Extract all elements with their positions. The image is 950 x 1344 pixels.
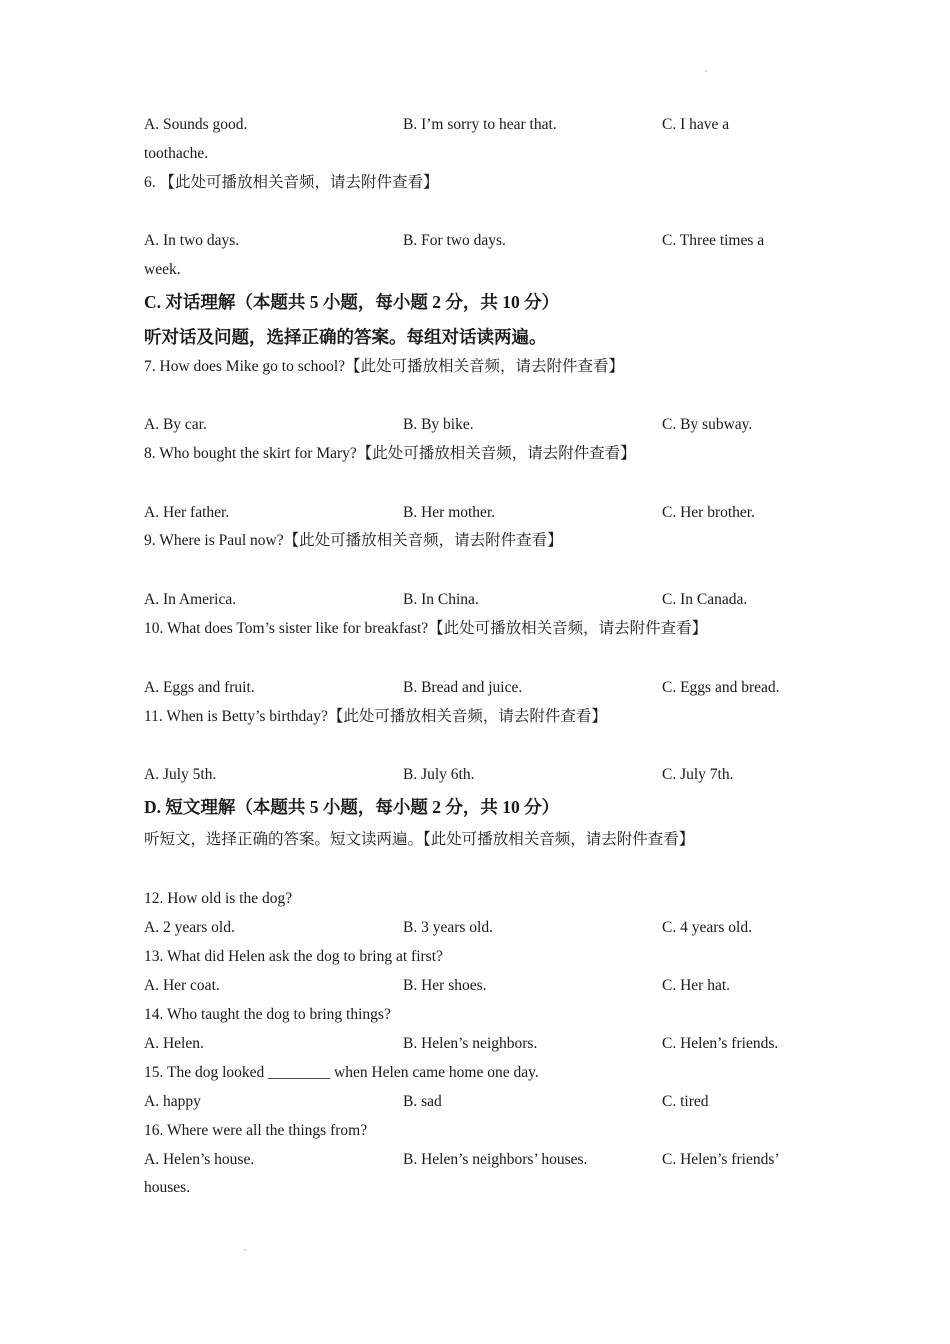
q11-option-b[interactable]: B. July 6th.: [403, 766, 475, 783]
q14-option-b[interactable]: B. Helen’s neighbors.: [403, 1035, 538, 1052]
q11-stem: 11. When is Betty’s birthday?【此处可播放相关音频，请去附件查看】: [144, 708, 607, 725]
q16-option-b[interactable]: B. Helen’s neighbors’ houses.: [403, 1151, 588, 1168]
q10-stem: 10. What does Tom’s sister like for breakfast?【此处可播放相关音频，请去附件查看】: [144, 620, 708, 637]
q5-option-c-continued: toothache.: [144, 145, 209, 162]
q7-stem: 7. How does Mike go to school?【此处可播放相关音频，请去附件查看】: [144, 358, 625, 375]
q12-stem: 12. How old is the dog?: [144, 890, 293, 907]
q7-option-a[interactable]: A. By car.: [144, 416, 207, 433]
q10-option-a[interactable]: A. Eggs and fruit.: [144, 679, 255, 696]
q16-option-c-continued: houses.: [144, 1179, 191, 1196]
q8-option-b[interactable]: B. Her mother.: [403, 504, 496, 521]
section-d-instruction: 听短文，选择正确的答案。短文读两遍。【此处可播放相关音频，请去附件查看】: [144, 831, 695, 848]
q9-option-c[interactable]: C. In Canada.: [662, 591, 748, 608]
q6-option-b[interactable]: B. For two days.: [403, 232, 506, 249]
section-c-instruction: 听对话及问题，选择正确的答案。每组对话读两遍。: [144, 327, 547, 347]
q9-option-b[interactable]: B. In China.: [403, 591, 479, 608]
q13-option-a[interactable]: A. Her coat.: [144, 977, 220, 994]
q16-option-a[interactable]: A. Helen’s house.: [144, 1151, 255, 1168]
q16-option-c[interactable]: C. Helen’s friends’: [662, 1151, 780, 1168]
q12-option-a[interactable]: A. 2 years old.: [144, 919, 235, 936]
q14-option-a[interactable]: A. Helen.: [144, 1035, 204, 1052]
section-d-title: D. 短文理解（本题共 5 小题，每小题 2 分，共 10 分）: [144, 797, 560, 817]
q8-option-a[interactable]: A. Her father.: [144, 504, 230, 521]
q15-stem: 15. The dog looked ________ when Helen came home one day.: [144, 1064, 539, 1081]
q13-stem: 13. What did Helen ask the dog to bring at first?: [144, 948, 443, 965]
q7-option-b[interactable]: B. By bike.: [403, 416, 474, 433]
q6-option-c[interactable]: C. Three times a: [662, 232, 765, 249]
q15-option-c[interactable]: C. tired: [662, 1093, 709, 1110]
section-c-title: C. 对话理解（本题共 5 小题，每小题 2 分，共 10 分）: [144, 292, 560, 312]
q5-option-a[interactable]: A. Sounds good.: [144, 116, 248, 133]
q10-option-b[interactable]: B. Bread and juice.: [403, 679, 523, 696]
q9-option-a[interactable]: A. In America.: [144, 591, 237, 608]
q5-option-c[interactable]: C. I have a: [662, 116, 730, 133]
q13-option-c[interactable]: C. Her hat.: [662, 977, 731, 994]
q11-option-a[interactable]: A. July 5th.: [144, 766, 217, 783]
q11-option-c[interactable]: C. July 7th.: [662, 766, 734, 783]
q10-option-c[interactable]: C. Eggs and bread.: [662, 679, 780, 696]
q6-option-a[interactable]: A. In two days.: [144, 232, 240, 249]
q15-option-a[interactable]: A. happy: [144, 1093, 201, 1110]
q7-option-c[interactable]: C. By subway.: [662, 416, 753, 433]
page-mark-top: [705, 70, 707, 72]
q14-option-c[interactable]: C. Helen’s friends.: [662, 1035, 779, 1052]
q6-stem: 6. 【此处可播放相关音频，请去附件查看】: [144, 174, 439, 191]
q13-option-b[interactable]: B. Her shoes.: [403, 977, 487, 994]
page-mark-bottom: [244, 1249, 246, 1251]
q6-option-c-continued: week.: [144, 261, 181, 278]
q5-option-b[interactable]: B. I’m sorry to hear that.: [403, 116, 557, 133]
q12-option-b[interactable]: B. 3 years old.: [403, 919, 493, 936]
q8-stem: 8. Who bought the skirt for Mary?【此处可播放相关音频，请去附件查看】: [144, 445, 636, 462]
q16-stem: 16. Where were all the things from?: [144, 1122, 368, 1139]
q9-stem: 9. Where is Paul now?【此处可播放相关音频，请去附件查看】: [144, 532, 563, 549]
q14-stem: 14. Who taught the dog to bring things?: [144, 1006, 391, 1023]
q15-option-b[interactable]: B. sad: [403, 1093, 442, 1110]
q12-option-c[interactable]: C. 4 years old.: [662, 919, 752, 936]
q8-option-c[interactable]: C. Her brother.: [662, 504, 755, 521]
